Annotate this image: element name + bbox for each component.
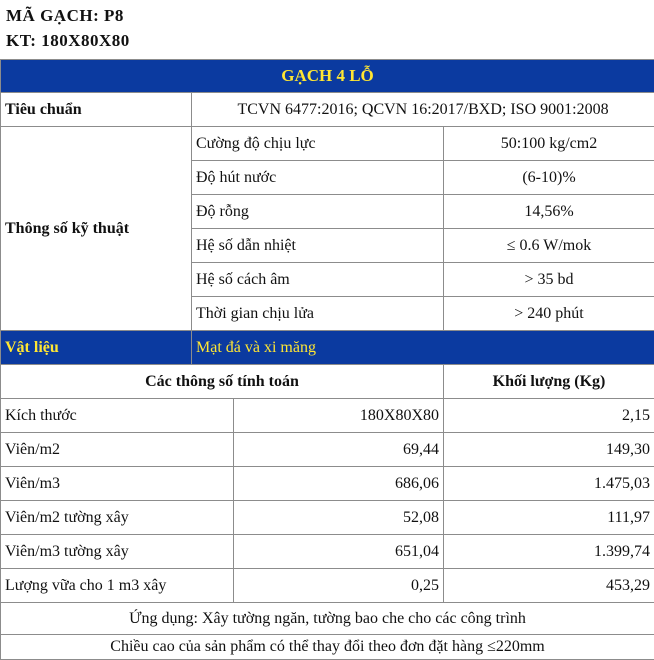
calc-row-weight: 1.475,03	[444, 467, 654, 501]
spec-value: > 35 bd	[444, 263, 654, 297]
calc-header-params: Các thông số tính toán	[1, 365, 444, 399]
calc-row-weight: 149,30	[444, 433, 654, 467]
calc-row-name: Viên/m2	[1, 433, 234, 467]
spec-name: Hệ số cách âm	[192, 263, 444, 297]
height-note: Chiều cao của sản phẩm có thể thay đổi theo đơn đặt hàng ≤220mm	[1, 635, 654, 660]
calc-row-name: Viên/m2 tường xây	[1, 501, 234, 535]
spec-name: Cường độ chịu lực	[192, 127, 444, 161]
spec-value: 14,56%	[444, 195, 654, 229]
spec-name: Độ hút nước	[192, 161, 444, 195]
calc-row-name: Viên/m3 tường xây	[1, 535, 234, 569]
calc-row-value: 69,44	[234, 433, 444, 467]
table-title: GẠCH 4 LỖ	[1, 60, 654, 93]
application-note: Ứng dụng: Xây tường ngăn, tường bao che cho các công trình	[1, 603, 654, 635]
calc-row-name: Viên/m3	[1, 467, 234, 501]
calc-row-value: 686,06	[234, 467, 444, 501]
material-value: Mạt đá và xi măng	[192, 331, 654, 365]
material-label: Vật liệu	[1, 331, 192, 365]
specs-label: Thông số kỹ thuật	[1, 127, 192, 331]
spec-value: 50:100 kg/cm2	[444, 127, 654, 161]
product-size: KT: 180X80X80	[6, 31, 130, 50]
calc-header-weight: Khối lượng (Kg)	[444, 365, 654, 399]
spec-value: (6-10)%	[444, 161, 654, 195]
spec-table	[0, 59, 654, 660]
calc-row-value: 651,04	[234, 535, 444, 569]
calc-row-weight: 1.399,74	[444, 535, 654, 569]
standard-label: Tiêu chuẩn	[1, 93, 192, 127]
spec-name: Độ rỗng	[192, 195, 444, 229]
calc-row-weight: 453,29	[444, 569, 654, 603]
calc-row-weight: 111,97	[444, 501, 654, 535]
spec-name: Thời gian chịu lửa	[192, 297, 444, 331]
calc-row-value: 0,25	[234, 569, 444, 603]
spec-value: > 240 phút	[444, 297, 654, 331]
product-code: MÃ GẠCH: P8	[6, 6, 124, 25]
calc-row-name: Kích thước	[1, 399, 234, 433]
spec-value: ≤ 0.6 W/mok	[444, 229, 654, 263]
calc-row-weight: 2,15	[444, 399, 654, 433]
spec-name: Hệ số dẫn nhiệt	[192, 229, 444, 263]
calc-row-value: 180X80X80	[234, 399, 444, 433]
standard-value: TCVN 6477:2016; QCVN 16:2017/BXD; ISO 9001:2008	[192, 93, 654, 127]
calc-row-name: Lượng vữa cho 1 m3 xây	[1, 569, 234, 603]
calc-row-value: 52,08	[234, 501, 444, 535]
